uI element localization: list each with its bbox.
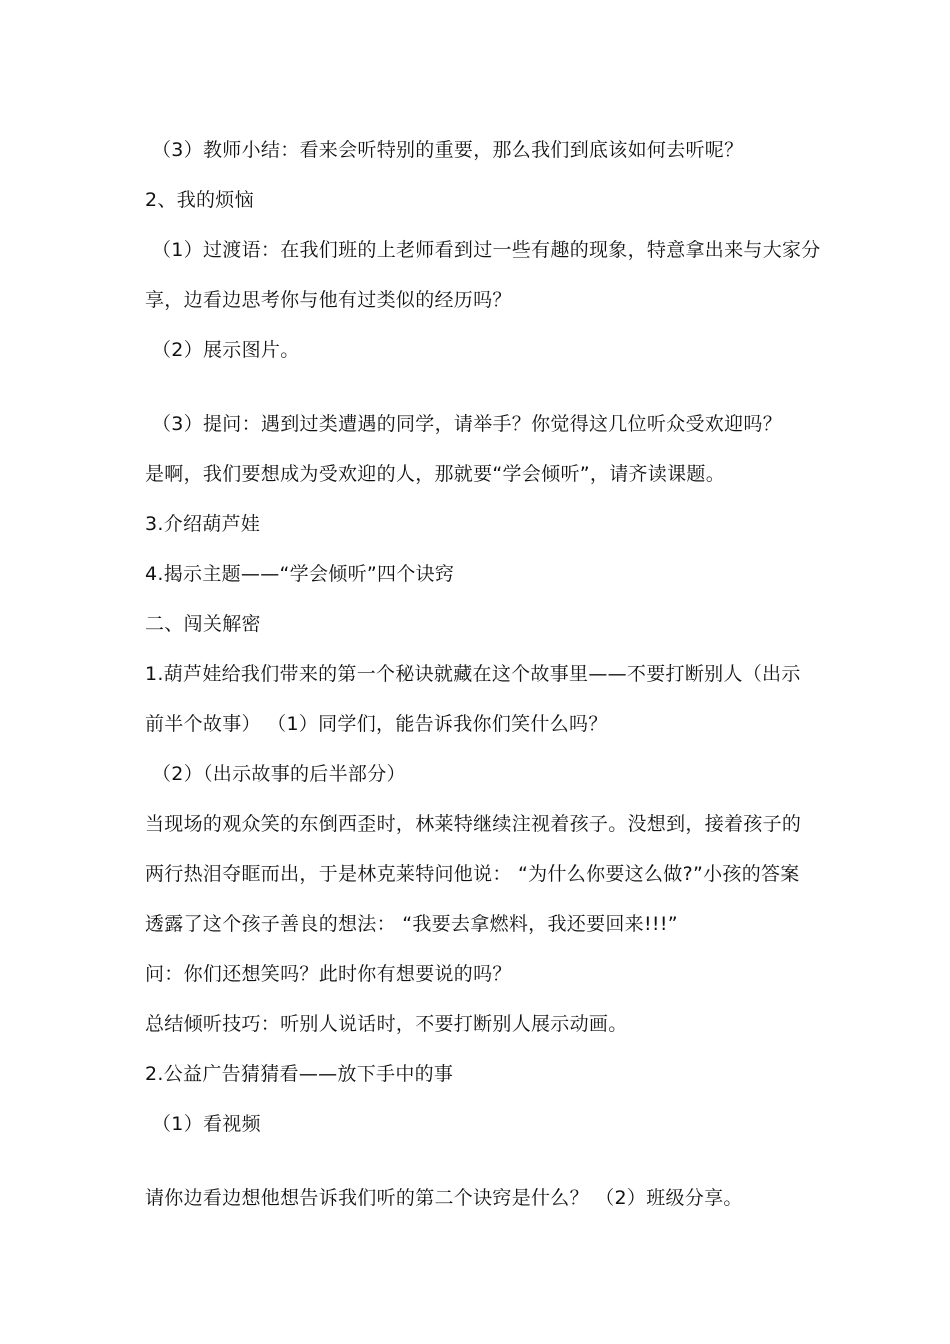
paragraph-story-2: 两行热泪夺眶而出，于是林克莱特问他说： “为什么你要这么做?”小孩的答案 <box>145 863 800 885</box>
paragraph-first-secret-cont: 前半个故事） （1）同学们，能告诉我你们笑什么吗？ <box>145 713 608 735</box>
paragraph-watch-video: （1）看视频 <box>152 1113 261 1135</box>
heading-reveal-theme: 4.揭示主题——“学会倾听”四个诀窍 <box>145 563 455 585</box>
heading-public-ad: 2.公益广告猜猜看——放下手中的事 <box>145 1063 454 1085</box>
paragraph-second-secret: 请你边看边想他想告诉我们听的第二个诀窍是什么？ （2）班级分享。 <box>145 1187 743 1209</box>
paragraph-first-secret: 1.葫芦娃给我们带来的第一个秘诀就藏在这个故事里——不要打断别人（出示 <box>145 663 801 685</box>
paragraph-transition-cont: 享，边看边思考你与他有过类似的经历吗？ <box>145 289 512 311</box>
paragraph-show-pictures: （2）展示图片。 <box>152 339 300 361</box>
paragraph-ask: 问：你们还想笑吗？此时你有想要说的吗？ <box>145 963 512 985</box>
paragraph-listening-tip: 总结倾听技巧：听别人说话时，不要打断别人展示动画。 <box>145 1013 628 1035</box>
paragraph-question: （3）提问：遇到过类遭遇的同学，请举手？你觉得这几位听众受欢迎吗？ <box>152 413 782 435</box>
paragraph-read-title: 是啊，我们要想成为受欢迎的人，那就要“学会倾听”，请齐读课题。 <box>145 463 725 485</box>
heading-section-two: 二、闯关解密 <box>145 613 261 635</box>
heading-introduce-calabash: 3.介绍葫芦娃 <box>145 513 261 535</box>
paragraph-transition: （1）过渡语：在我们班的上老师看到过一些有趣的现象，特意拿出来与大家分 <box>152 239 821 261</box>
heading-my-troubles: 2、我的烦恼 <box>145 189 254 211</box>
paragraph-story-second-half: （2）（出示故事的后半部分） <box>152 763 406 785</box>
paragraph-story-3: 透露了这个孩子善良的想法： “我要去拿燃料，我还要回来!!!” <box>145 913 678 935</box>
paragraph-teacher-summary: （3）教师小结：看来会听特别的重要，那么我们到底该如何去听呢？ <box>152 139 744 161</box>
paragraph-story-1: 当现场的观众笑的东倒西歪时，林莱特继续注视着孩子。没想到，接着孩子的 <box>145 813 802 835</box>
